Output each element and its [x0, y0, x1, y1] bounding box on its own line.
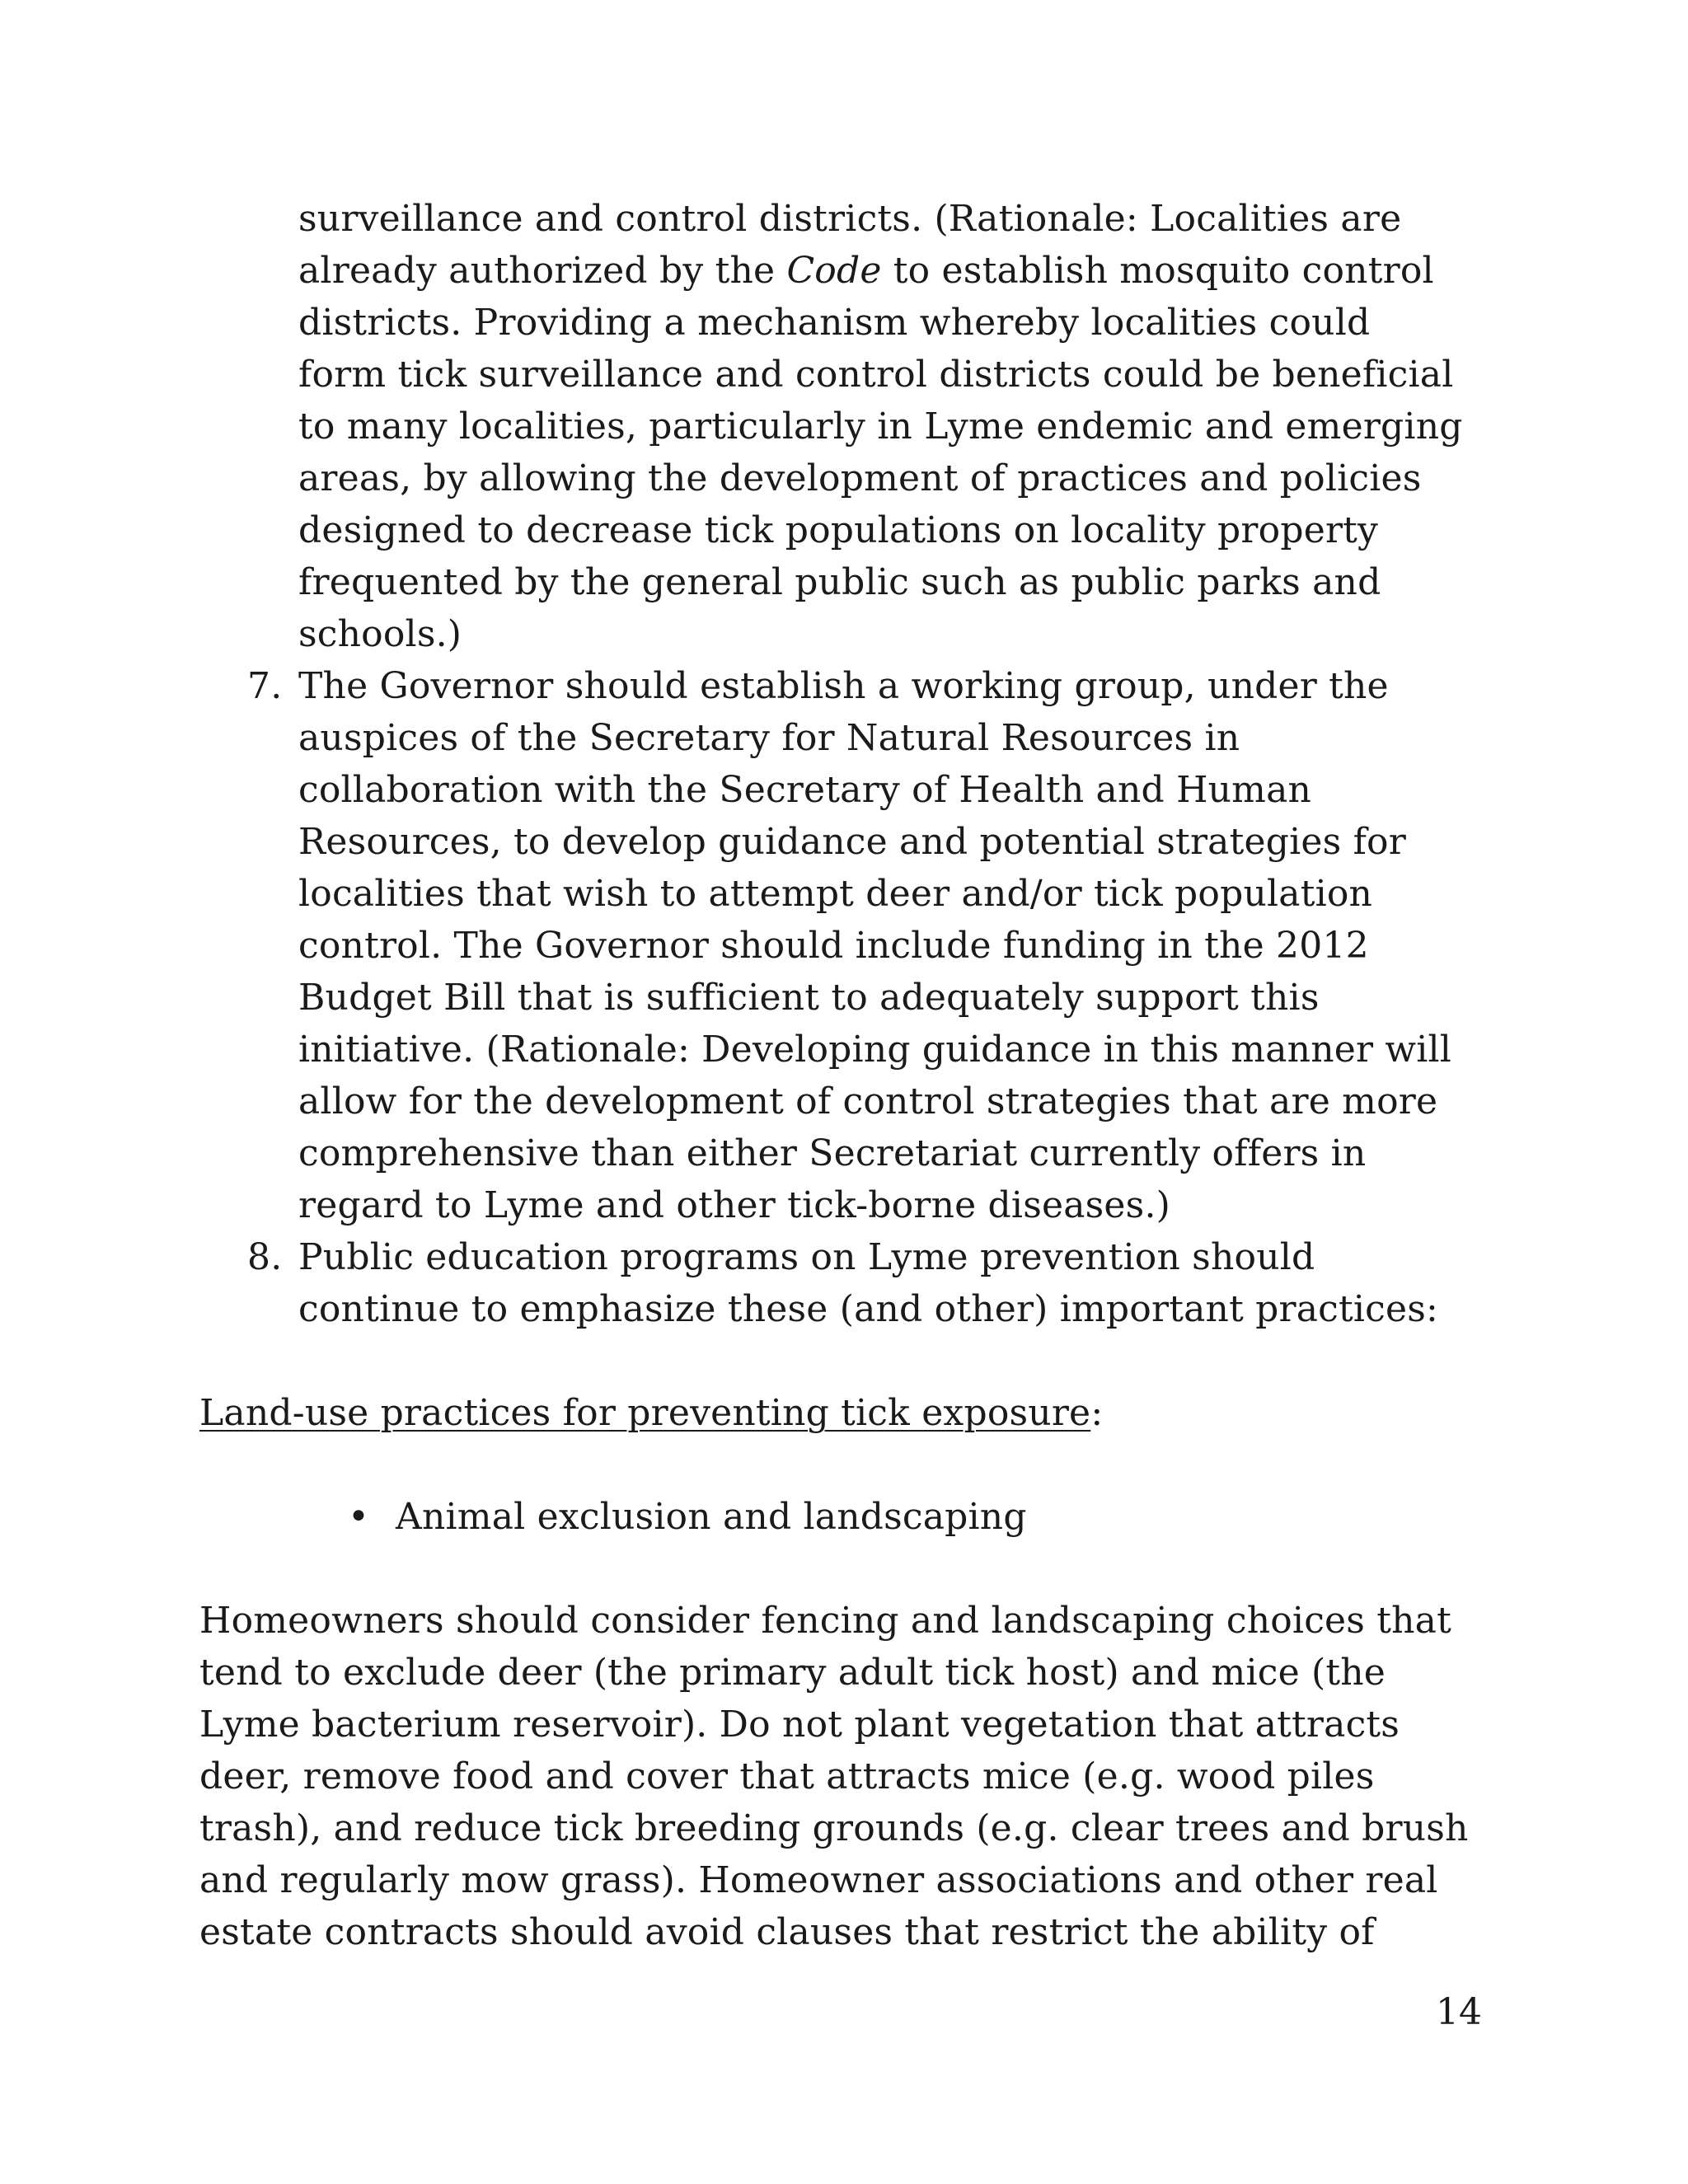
code-italic: Code [786, 250, 882, 292]
continuation-line: surveillance and control districts. (Rationale: Localities are [298, 198, 1402, 240]
continuation-line: form tick surveillance and control districts could be beneficial [298, 354, 1454, 396]
continuation-line: areas, by allowing the development of practices and policies [298, 457, 1422, 499]
item8-line: Public education programs on Lyme prevention should [298, 1236, 1315, 1278]
continuation-line: frequented by the general public such as public parks and [298, 561, 1381, 603]
item7-line: Budget Bill that is sufficient to adequately support this [298, 977, 1320, 1019]
item7-line: Resources, to develop guidance and potential strategies for [298, 821, 1406, 863]
paragraph-line: trash), and reduce tick breeding grounds (e.g. clear trees and brush [199, 1807, 1469, 1849]
paragraph-line: Lyme bacterium reservoir). Do not plant vegetation that attracts [199, 1704, 1400, 1746]
list-number-8: 8. [247, 1236, 283, 1278]
paragraph-line: Homeowners should consider fencing and landscaping choices that [199, 1600, 1451, 1642]
continuation-text: already authorized by the [298, 250, 787, 292]
item7-line: collaboration with the Secretary of Health and Human [298, 769, 1312, 811]
item7-line: The Governor should establish a working group, under the [298, 665, 1389, 707]
paragraph-line: estate contracts should avoid clauses that restrict the ability of [199, 1911, 1375, 1953]
item7-line: regard to Lyme and other tick-borne diseases.) [298, 1184, 1171, 1226]
continuation-line: schools.) [298, 613, 462, 655]
continuation-line: designed to decrease tick populations on locality property [298, 509, 1379, 551]
item8-line: continue to emphasize these (and other) important practices: [298, 1288, 1439, 1330]
item7-line: localities that wish to attempt deer and/or tick population [298, 873, 1373, 915]
section-heading-text: Land-use practices for preventing tick exposure [199, 1392, 1091, 1434]
continuation-line [298, 246, 1434, 296]
continuation-text: to establish mosquito control [881, 250, 1434, 292]
section-heading-colon: : [1090, 1392, 1104, 1434]
bullet-item-text: Animal exclusion and landscaping [396, 1496, 1027, 1538]
item7-line: initiative. (Rationale: Developing guidance in this manner will [298, 1029, 1452, 1071]
section-heading [199, 1389, 1103, 1438]
paragraph-line: and regularly mow grass). Homeowner associations and other real [199, 1859, 1438, 1901]
continuation-line: districts. Providing a mechanism whereby localities could [298, 302, 1371, 344]
bullet-icon: • [348, 1496, 370, 1538]
item7-line: auspices of the Secretary for Natural Resources in [298, 717, 1240, 759]
page-number: 14 [1436, 1991, 1482, 2033]
item7-line: control. The Governor should include funding in the 2012 [298, 925, 1369, 967]
paragraph-line: tend to exclude deer (the primary adult tick host) and mice (the [199, 1652, 1386, 1694]
item7-line: comprehensive than either Secretariat currently offers in [298, 1132, 1367, 1174]
item7-line: allow for the development of control strategies that are more [298, 1080, 1438, 1122]
paragraph-line: deer, remove food and cover that attracts mice (e.g. wood piles [199, 1755, 1375, 1797]
continuation-line: to many localities, particularly in Lyme endemic and emerging [298, 405, 1463, 448]
list-number-7: 7. [247, 665, 283, 707]
